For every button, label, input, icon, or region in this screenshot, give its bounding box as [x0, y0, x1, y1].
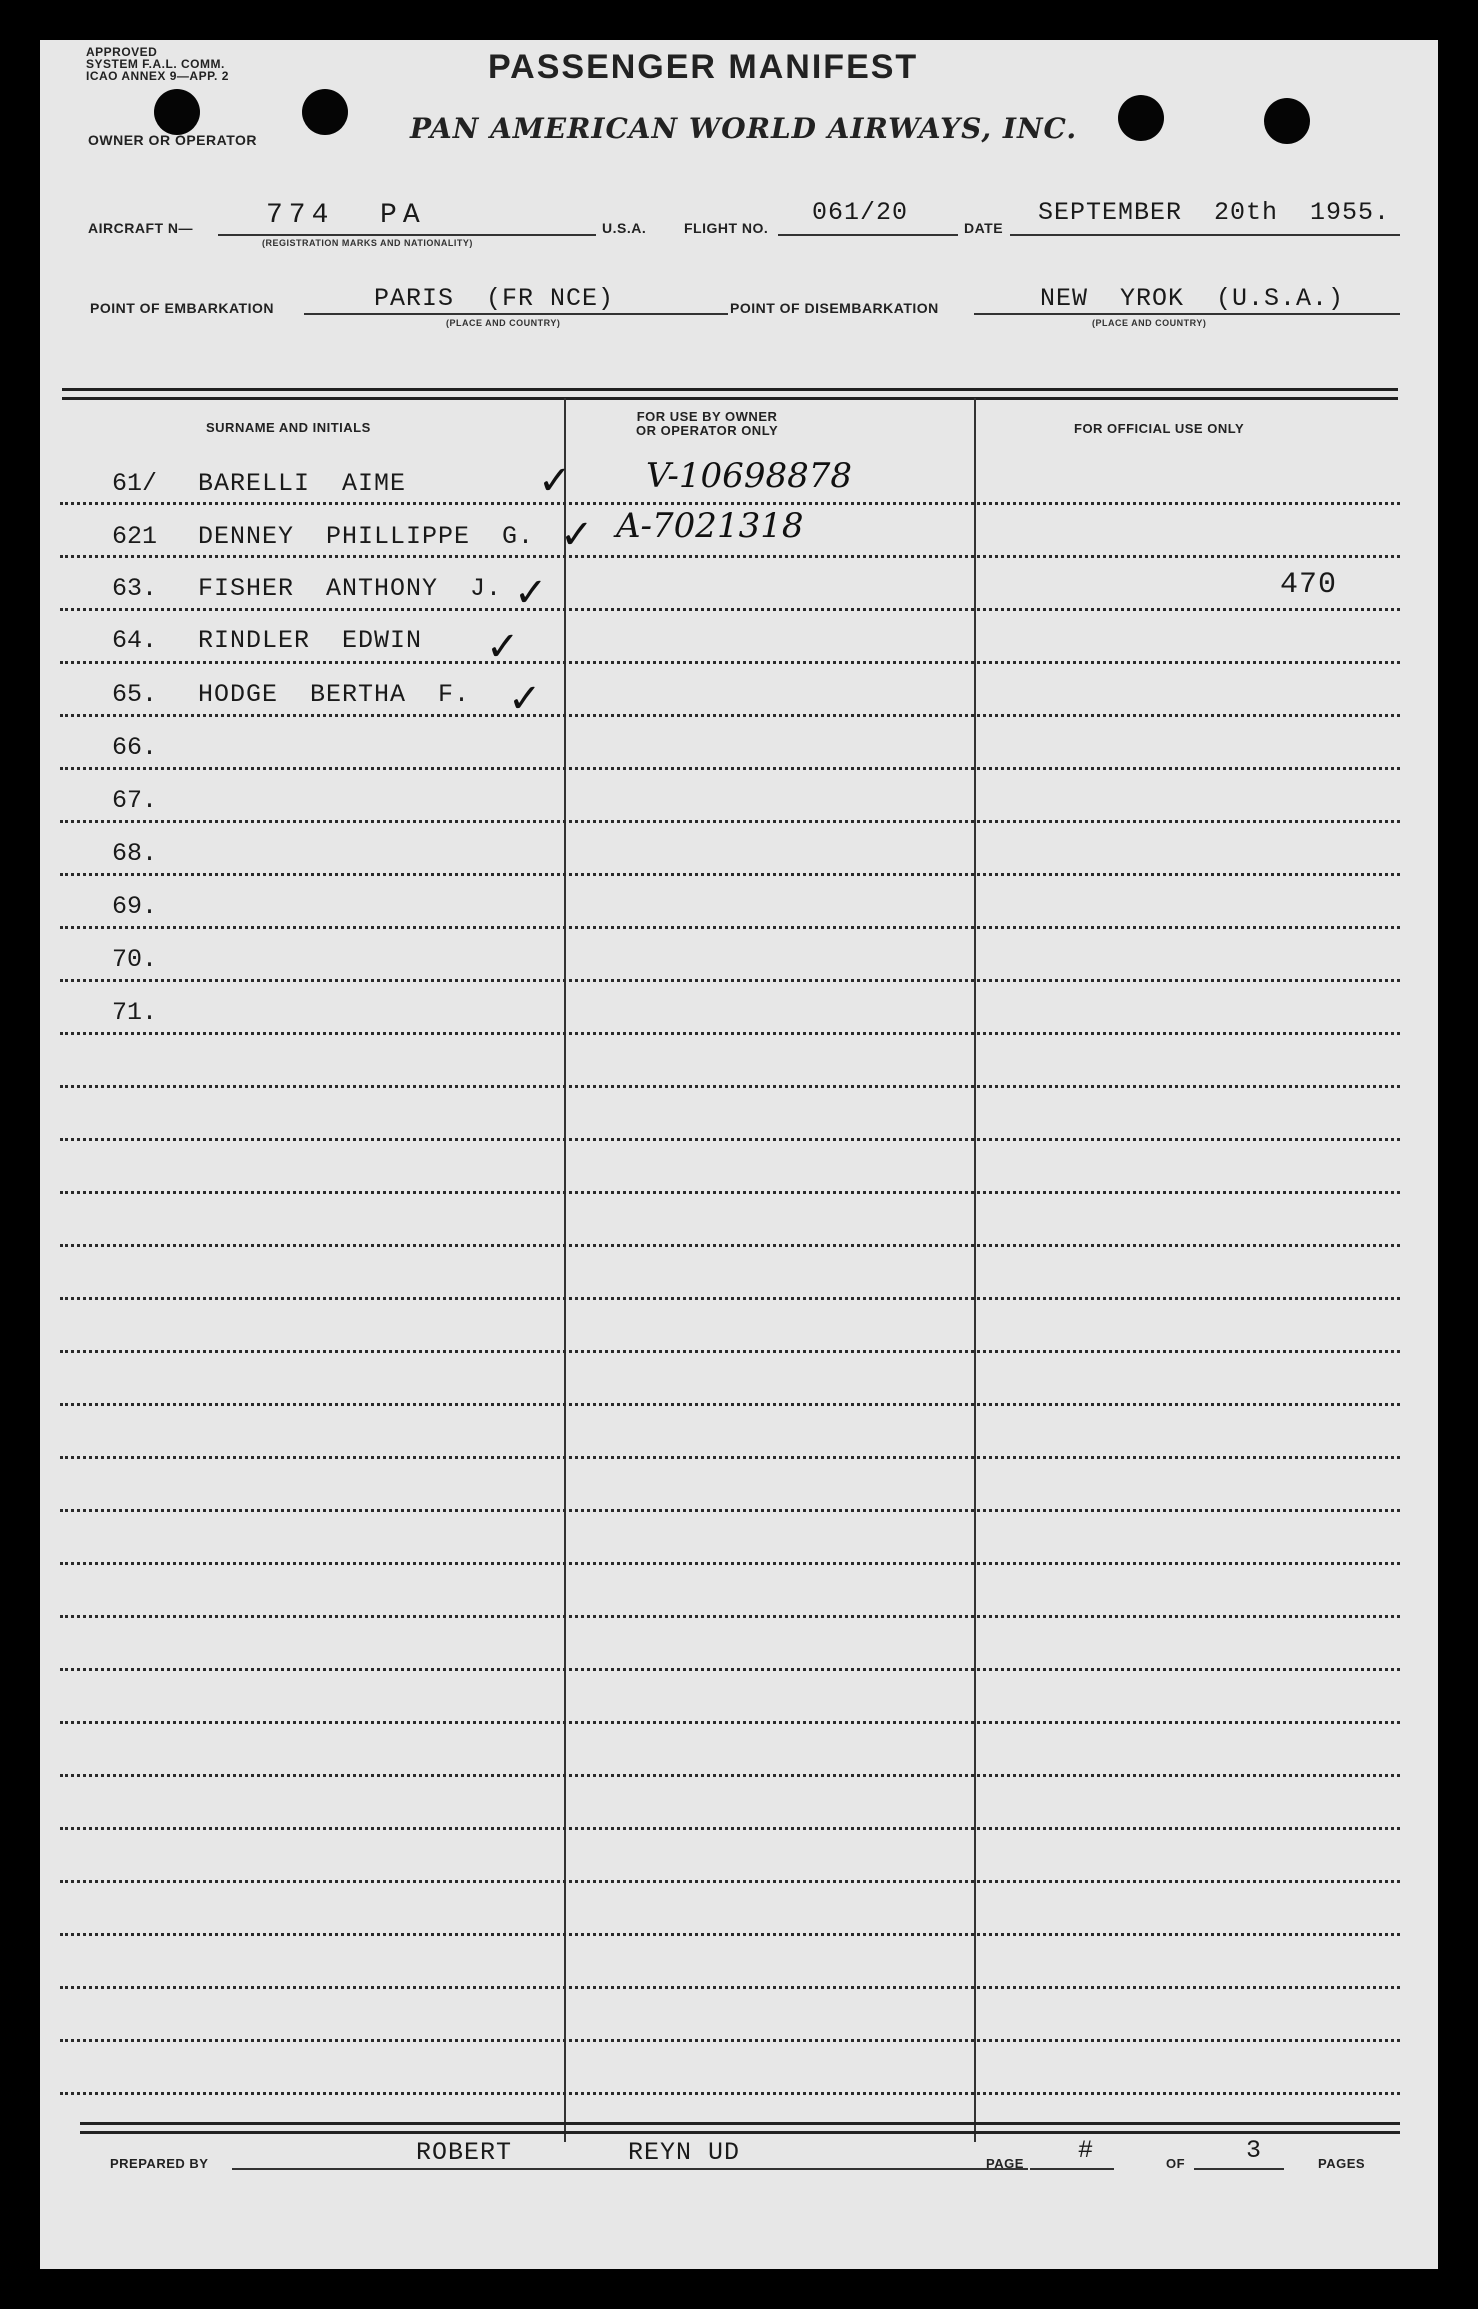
- page-label: PAGE: [986, 2156, 1024, 2171]
- column-header-official-use: FOR OFFICIAL USE ONLY: [1074, 421, 1245, 436]
- prepared-by-first: ROBERT: [416, 2138, 513, 2167]
- registration-caption: (REGISTRATION MARKS AND NATIONALITY): [262, 238, 473, 248]
- row-number: 68.: [112, 839, 158, 868]
- approval-line: SYSTEM F.A.L. COMM.: [86, 57, 225, 71]
- ruled-line: [60, 1986, 1400, 1989]
- passenger-name: DENNEY PHILLIPPE G.: [198, 522, 535, 551]
- ruled-line: [60, 1138, 1400, 1141]
- ruled-line: [60, 1668, 1400, 1671]
- column-header-owner-use: FOR USE BY OWNER OR OPERATOR ONLY: [636, 409, 779, 438]
- ruled-line: [60, 926, 1400, 929]
- punch-hole: [1118, 95, 1164, 141]
- approval-line: APPROVED: [86, 45, 158, 59]
- owner-note: V-10698878: [646, 456, 852, 496]
- ruled-line: [60, 820, 1400, 823]
- passenger-name: FISHER ANTHONY J.: [198, 574, 503, 603]
- embarkation-value: PARIS (FR NCE): [374, 284, 615, 313]
- passenger-name: RINDLER EDWIN: [198, 626, 423, 655]
- ruled-line: [60, 1456, 1400, 1459]
- ruled-line: [60, 1085, 1400, 1088]
- ruled-line: [60, 2039, 1400, 2042]
- row-number: 70.: [112, 945, 158, 974]
- check-mark: ✓: [514, 570, 548, 616]
- total-pages: 3: [1246, 2136, 1263, 2165]
- manifest-sheet: [40, 40, 1438, 2269]
- owner-name: PAN AMERICAN WORLD AIRWAYS, INC.: [410, 112, 1078, 145]
- row-number: 69.: [112, 892, 158, 921]
- ruled-line: [60, 1774, 1400, 1777]
- approval-line: ICAO ANNEX 9—APP. 2: [86, 69, 229, 83]
- official-note: 470: [1280, 568, 1338, 602]
- ruled-line: [60, 714, 1400, 717]
- ruled-line: [60, 555, 1400, 558]
- ruled-line: [60, 1403, 1400, 1406]
- ruled-line: [60, 1562, 1400, 1565]
- column-header-surname: SURNAME AND INITIALS: [206, 420, 371, 435]
- ruled-line: [60, 2092, 1400, 2095]
- ruled-line: [60, 1615, 1400, 1618]
- row-number: 61/: [112, 469, 158, 498]
- ruled-line: [60, 767, 1400, 770]
- passenger-name: BARELLI AIME: [198, 469, 407, 498]
- ruled-line: [60, 661, 1400, 664]
- ruled-line: [60, 1509, 1400, 1512]
- disembarkation-value: NEW YROK (U.S.A.): [1040, 284, 1345, 313]
- ruled-line: [60, 1350, 1400, 1353]
- of-label: OF: [1166, 2156, 1186, 2171]
- ruled-line: [60, 608, 1400, 611]
- embarkation-label: POINT OF EMBARKATION: [90, 300, 274, 316]
- row-number: 71.: [112, 998, 158, 1027]
- check-mark: ✓: [486, 624, 520, 670]
- page-number: #: [1078, 2136, 1095, 2165]
- ruled-line: [60, 1297, 1400, 1300]
- row-number: 64.: [112, 626, 158, 655]
- aircraft-label: AIRCRAFT N—: [88, 220, 194, 236]
- usa-label: U.S.A.: [602, 220, 647, 236]
- check-mark: ✓: [538, 458, 572, 504]
- ruled-line: [60, 873, 1400, 876]
- disembarkation-label: POINT OF DISEMBARKATION: [730, 300, 939, 316]
- ruled-line: [60, 502, 1400, 505]
- punch-hole: [154, 89, 200, 135]
- passenger-name: HODGE BERTHA F.: [198, 680, 471, 709]
- embarkation-caption: (PLACE AND COUNTRY): [446, 318, 561, 328]
- row-number: 66.: [112, 733, 158, 762]
- ruled-line: [60, 1721, 1400, 1724]
- ruled-line: [60, 1933, 1400, 1936]
- ruled-line: [60, 1880, 1400, 1883]
- row-number: 621: [112, 522, 158, 551]
- pages-label: PAGES: [1318, 2156, 1366, 2171]
- owner-label: OWNER OR OPERATOR: [88, 132, 257, 148]
- disembarkation-caption: (PLACE AND COUNTRY): [1092, 318, 1207, 328]
- row-number: 65.: [112, 680, 158, 709]
- row-number: 63.: [112, 574, 158, 603]
- ruled-line: [60, 1191, 1400, 1194]
- prepared-by-label: PREPARED BY: [110, 2156, 209, 2171]
- prepared-by-last: REYN UD: [628, 2138, 741, 2167]
- date-value: SEPTEMBER 20th 1955.: [1038, 198, 1391, 227]
- ruled-line: [60, 1827, 1400, 1830]
- check-mark: ✓: [560, 512, 594, 558]
- punch-hole: [302, 89, 348, 135]
- date-label: DATE: [964, 220, 1004, 236]
- page-title: PASSENGER MANIFEST: [488, 48, 919, 86]
- punch-hole: [1264, 98, 1310, 144]
- ruled-line: [60, 1244, 1400, 1247]
- aircraft-value: 774 PA: [266, 200, 426, 231]
- check-mark: ✓: [508, 676, 542, 722]
- ruled-line: [60, 979, 1400, 982]
- owner-note: A-7021318: [616, 506, 804, 546]
- row-number: 67.: [112, 786, 158, 815]
- flight-no-label: FLIGHT NO.: [684, 220, 769, 236]
- flight-no-value: 061/20: [812, 198, 909, 227]
- ruled-line: [60, 1032, 1400, 1035]
